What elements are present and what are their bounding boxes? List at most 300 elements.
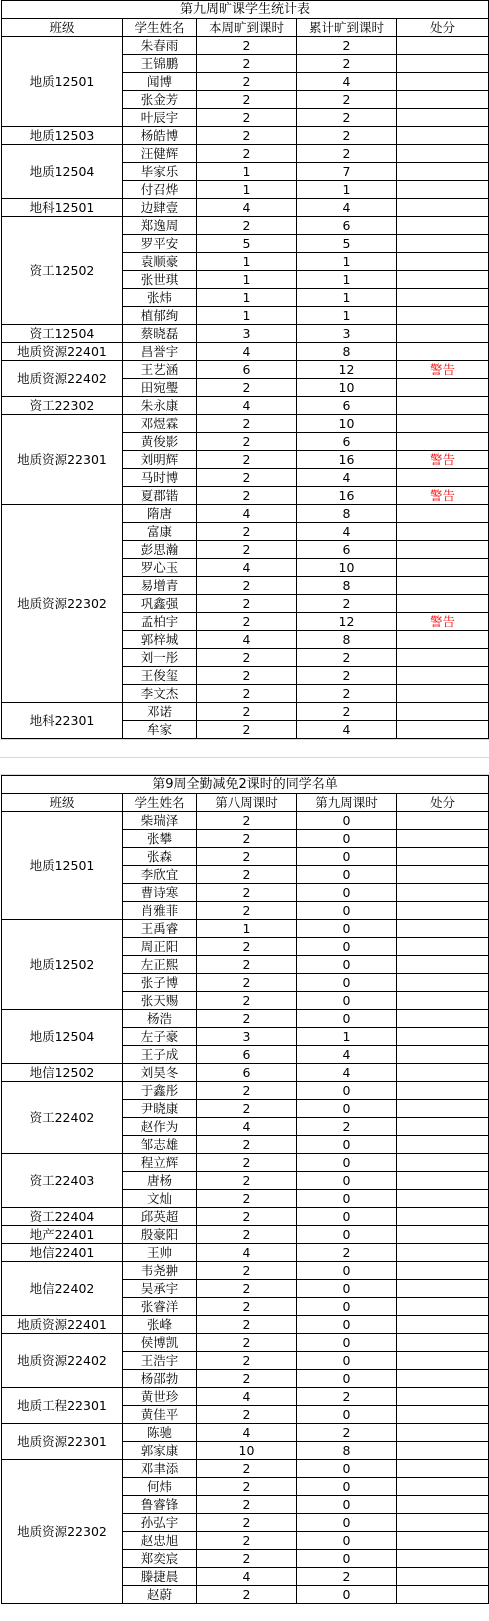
student-name-cell: 张峰 (123, 1316, 197, 1334)
penalty-cell (397, 848, 489, 866)
penalty-cell (397, 433, 489, 451)
student-name-cell: 邓聿添 (123, 1460, 197, 1478)
hours-cell: 1 (297, 253, 397, 271)
penalty-cell: 警告 (397, 361, 489, 379)
hours-cell: 10 (297, 379, 397, 397)
penalty-cell (397, 1118, 489, 1136)
hours-cell: 2 (197, 55, 297, 73)
class-cell: 资工22302 (2, 397, 123, 415)
hours-cell: 2 (297, 649, 397, 667)
student-name-cell: 陈驰 (123, 1424, 197, 1442)
table-row (2, 1082, 489, 1100)
hours-cell: 0 (297, 1100, 397, 1118)
hours-cell: 1 (197, 920, 297, 938)
hours-cell: 1 (197, 307, 297, 325)
penalty-cell (397, 1100, 489, 1118)
student-name-cell: 王锦鹏 (123, 55, 197, 73)
table-row (2, 1244, 489, 1262)
student-name-cell: 植郁绚 (123, 307, 197, 325)
student-name-cell: 杨邵勃 (123, 1370, 197, 1388)
student-name-cell: 赵作为 (123, 1118, 197, 1136)
table-row (2, 37, 489, 55)
hours-cell: 2 (197, 812, 297, 830)
hours-cell: 2 (197, 1460, 297, 1478)
penalty-cell (397, 541, 489, 559)
penalty-cell (397, 289, 489, 307)
hours-cell: 1 (297, 271, 397, 289)
absence-table (1, 0, 489, 739)
penalty-cell (397, 685, 489, 703)
penalty-cell (397, 1388, 489, 1406)
hours-cell: 4 (297, 523, 397, 541)
hours-cell: 1 (297, 289, 397, 307)
class-cell: 资工22402 (2, 1082, 123, 1154)
hours-cell: 2 (197, 884, 297, 902)
exemption-table-title: 第9周全勤减免2课时的同学名单 (2, 776, 489, 794)
hours-cell: 2 (197, 1208, 297, 1226)
student-name-cell: 田宛璺 (123, 379, 197, 397)
table-row (2, 199, 489, 217)
student-name-cell: 韦尧翀 (123, 1262, 197, 1280)
student-name-cell: 周正阳 (123, 938, 197, 956)
class-cell: 地信22402 (2, 1262, 123, 1316)
penalty-cell (397, 884, 489, 902)
hours-cell: 4 (197, 343, 297, 361)
student-name-cell: 巩鑫强 (123, 595, 197, 613)
student-name-cell: 毕家乐 (123, 163, 197, 181)
hours-cell: 3 (297, 325, 397, 343)
hours-cell: 0 (297, 812, 397, 830)
student-name-cell: 黄佳平 (123, 1406, 197, 1424)
hours-cell: 0 (297, 1136, 397, 1154)
penalty-cell (397, 217, 489, 235)
student-name-cell: 邓煜霖 (123, 415, 197, 433)
student-name-cell: 张森 (123, 848, 197, 866)
student-name-cell: 黄世珍 (123, 1388, 197, 1406)
penalty-cell (397, 1352, 489, 1370)
penalty-cell (397, 1514, 489, 1532)
hours-cell: 4 (197, 505, 297, 523)
table-row (2, 1154, 489, 1172)
hours-cell: 2 (197, 1262, 297, 1280)
hours-cell: 2 (197, 830, 297, 848)
hours-cell: 4 (197, 1424, 297, 1442)
penalty-cell (397, 667, 489, 685)
student-name-cell: 边肆壹 (123, 199, 197, 217)
hours-cell: 1 (197, 253, 297, 271)
hours-cell: 0 (297, 1316, 397, 1334)
hours-cell: 4 (197, 199, 297, 217)
penalty-cell (397, 1424, 489, 1442)
spacer-rows (0, 739, 489, 775)
table-row (2, 1388, 489, 1406)
hours-cell: 2 (197, 848, 297, 866)
penalty-cell (397, 343, 489, 361)
hours-cell: 4 (297, 1064, 397, 1082)
class-cell: 地质资源22302 (2, 505, 123, 703)
hours-cell: 2 (197, 667, 297, 685)
student-name-cell: 尹晓康 (123, 1100, 197, 1118)
penalty-cell (397, 866, 489, 884)
penalty-cell (397, 721, 489, 739)
hours-cell: 4 (297, 1046, 397, 1064)
hours-cell: 2 (197, 541, 297, 559)
student-name-cell: 张炜 (123, 289, 197, 307)
class-cell: 地质资源22301 (2, 415, 123, 505)
penalty-cell: 警告 (397, 613, 489, 631)
hours-cell: 0 (297, 848, 397, 866)
hours-cell: 6 (197, 1046, 297, 1064)
penalty-cell (397, 649, 489, 667)
hours-cell: 1 (197, 271, 297, 289)
hours-cell: 2 (197, 1136, 297, 1154)
table-row (2, 1460, 489, 1478)
penalty-cell (397, 1550, 489, 1568)
hours-cell: 0 (297, 938, 397, 956)
penalty-cell: 警告 (397, 487, 489, 505)
hours-cell: 0 (297, 1010, 397, 1028)
hours-cell: 2 (297, 91, 397, 109)
penalty-cell (397, 1226, 489, 1244)
hours-cell: 2 (197, 1154, 297, 1172)
hours-cell: 6 (197, 1064, 297, 1082)
class-cell: 资工22404 (2, 1208, 123, 1226)
penalty-cell (397, 505, 489, 523)
hours-cell: 2 (297, 127, 397, 145)
hours-cell: 2 (197, 1316, 297, 1334)
hours-cell: 2 (297, 667, 397, 685)
hours-cell: 8 (297, 505, 397, 523)
hours-cell: 1 (197, 289, 297, 307)
hours-cell: 2 (297, 1244, 397, 1262)
class-cell: 地质12502 (2, 920, 123, 1010)
penalty-cell (397, 938, 489, 956)
student-name-cell: 张金芳 (123, 91, 197, 109)
attendance-exemption-table (1, 775, 489, 1604)
student-name-cell: 于鑫彤 (123, 1082, 197, 1100)
hours-cell: 2 (297, 685, 397, 703)
hours-cell: 2 (197, 1172, 297, 1190)
student-name-cell: 马时博 (123, 469, 197, 487)
penalty-cell (397, 307, 489, 325)
class-cell: 资工12502 (2, 217, 123, 325)
class-cell: 地质工程22301 (2, 1388, 123, 1424)
student-name-cell: 袁顺豪 (123, 253, 197, 271)
penalty-cell (397, 199, 489, 217)
hours-cell: 0 (297, 1262, 397, 1280)
student-name-cell: 李文杰 (123, 685, 197, 703)
hours-cell: 4 (197, 559, 297, 577)
absence-table-header-cell: 累计旷到课时 (297, 19, 397, 37)
hours-cell: 2 (197, 73, 297, 91)
hours-cell: 2 (197, 415, 297, 433)
student-name-cell: 殷豪阳 (123, 1226, 197, 1244)
hours-cell: 8 (297, 1442, 397, 1460)
student-name-cell: 隋唐 (123, 505, 197, 523)
student-name-cell: 闻博 (123, 73, 197, 91)
student-name-cell: 汪健辉 (123, 145, 197, 163)
exemption-table-header-cell: 学生姓名 (123, 794, 197, 812)
student-name-cell: 黄俊影 (123, 433, 197, 451)
class-cell: 地质资源22401 (2, 1316, 123, 1334)
hours-cell: 0 (297, 1586, 397, 1604)
penalty-cell (397, 1082, 489, 1100)
penalty-cell (397, 1316, 489, 1334)
hours-cell: 0 (297, 1334, 397, 1352)
hours-cell: 2 (197, 127, 297, 145)
hours-cell: 10 (297, 415, 397, 433)
hours-cell: 8 (297, 343, 397, 361)
penalty-cell (397, 1568, 489, 1586)
student-name-cell: 昌誉宇 (123, 343, 197, 361)
hours-cell: 0 (297, 1280, 397, 1298)
hours-cell: 2 (197, 1298, 297, 1316)
hours-cell: 4 (197, 1388, 297, 1406)
penalty-cell (397, 631, 489, 649)
hours-cell: 0 (297, 1460, 397, 1478)
student-name-cell: 滕捷晨 (123, 1568, 197, 1586)
student-name-cell: 叶辰宇 (123, 109, 197, 127)
hours-cell: 0 (297, 1082, 397, 1100)
hours-cell: 2 (197, 451, 297, 469)
penalty-cell (397, 145, 489, 163)
student-name-cell: 刘一彤 (123, 649, 197, 667)
penalty-cell (397, 992, 489, 1010)
hours-cell: 16 (297, 451, 397, 469)
hours-cell: 1 (197, 181, 297, 199)
hours-cell: 2 (197, 109, 297, 127)
class-cell: 地质12504 (2, 1010, 123, 1064)
class-cell: 地质资源22301 (2, 1424, 123, 1460)
student-name-cell: 曹诗寒 (123, 884, 197, 902)
hours-cell: 0 (297, 1406, 397, 1424)
penalty-cell (397, 1064, 489, 1082)
hours-cell: 0 (297, 1370, 397, 1388)
penalty-cell (397, 577, 489, 595)
hours-cell: 2 (297, 1568, 397, 1586)
hours-cell: 0 (297, 956, 397, 974)
student-name-cell: 李欣宜 (123, 866, 197, 884)
student-name-cell: 邱英超 (123, 1208, 197, 1226)
penalty-cell (397, 55, 489, 73)
hours-cell: 0 (297, 1298, 397, 1316)
penalty-cell (397, 1028, 489, 1046)
student-name-cell: 王俊玺 (123, 667, 197, 685)
hours-cell: 1 (297, 181, 397, 199)
hours-cell: 1 (197, 163, 297, 181)
student-name-cell: 邹志雄 (123, 1136, 197, 1154)
penalty-cell (397, 253, 489, 271)
penalty-cell (397, 559, 489, 577)
student-name-cell: 夏郡锴 (123, 487, 197, 505)
hours-cell: 2 (197, 577, 297, 595)
table-row (2, 325, 489, 343)
penalty-cell (397, 902, 489, 920)
hours-cell: 4 (297, 721, 397, 739)
penalty-cell (397, 127, 489, 145)
student-name-cell: 侯博凯 (123, 1334, 197, 1352)
penalty-cell (397, 703, 489, 721)
hours-cell: 6 (297, 397, 397, 415)
penalty-cell (397, 595, 489, 613)
student-name-cell: 郭家康 (123, 1442, 197, 1460)
hours-cell: 12 (297, 613, 397, 631)
penalty-cell (397, 1244, 489, 1262)
student-name-cell: 王艺涵 (123, 361, 197, 379)
exemption-table-header-cell: 班级 (2, 794, 123, 812)
hours-cell: 2 (297, 109, 397, 127)
hours-cell: 6 (297, 433, 397, 451)
hours-cell: 4 (297, 73, 397, 91)
penalty-cell (397, 1046, 489, 1064)
penalty-cell (397, 1154, 489, 1172)
hours-cell: 2 (197, 685, 297, 703)
table-row (2, 217, 489, 235)
student-name-cell: 孟柏宇 (123, 613, 197, 631)
penalty-cell (397, 469, 489, 487)
class-cell: 地质12503 (2, 127, 123, 145)
hours-cell: 2 (197, 703, 297, 721)
student-name-cell: 赵忠旭 (123, 1532, 197, 1550)
student-name-cell: 牟家 (123, 721, 197, 739)
hours-cell: 2 (197, 37, 297, 55)
hours-cell: 2 (197, 1370, 297, 1388)
student-name-cell: 邓诺 (123, 703, 197, 721)
hours-cell: 2 (297, 703, 397, 721)
hours-cell: 4 (197, 397, 297, 415)
student-name-cell: 张攀 (123, 830, 197, 848)
penalty-cell (397, 325, 489, 343)
hours-cell: 16 (297, 487, 397, 505)
hours-cell: 2 (197, 1226, 297, 1244)
hours-cell: 2 (197, 487, 297, 505)
hours-cell: 4 (297, 199, 397, 217)
table-row (2, 361, 489, 379)
hours-cell: 4 (197, 1118, 297, 1136)
student-name-cell: 蔡晓磊 (123, 325, 197, 343)
hours-cell: 0 (297, 1532, 397, 1550)
hours-cell: 2 (197, 1406, 297, 1424)
penalty-cell (397, 1478, 489, 1496)
student-name-cell: 王帅 (123, 1244, 197, 1262)
penalty-cell (397, 379, 489, 397)
hours-cell: 2 (297, 1424, 397, 1442)
table-row (2, 1226, 489, 1244)
hours-cell: 6 (197, 361, 297, 379)
student-name-cell: 王禹睿 (123, 920, 197, 938)
penalty-cell (397, 1208, 489, 1226)
student-name-cell: 罗心玉 (123, 559, 197, 577)
student-name-cell: 唐杨 (123, 1172, 197, 1190)
student-name-cell: 彭思瀚 (123, 541, 197, 559)
hours-cell: 6 (297, 217, 397, 235)
hours-cell: 2 (197, 91, 297, 109)
hours-cell: 2 (197, 1334, 297, 1352)
student-name-cell: 左正熙 (123, 956, 197, 974)
hours-cell: 2 (197, 992, 297, 1010)
hours-cell: 0 (297, 974, 397, 992)
absence-table-header-cell: 班级 (2, 19, 123, 37)
hours-cell: 2 (197, 613, 297, 631)
hours-cell: 2 (197, 956, 297, 974)
hours-cell: 0 (297, 902, 397, 920)
hours-cell: 1 (297, 1028, 397, 1046)
penalty-cell (397, 397, 489, 415)
student-name-cell: 郭梓城 (123, 631, 197, 649)
exemption-table-header-cell: 处分 (397, 794, 489, 812)
penalty-cell (397, 1190, 489, 1208)
hours-cell: 2 (197, 1514, 297, 1532)
penalty-cell (397, 1262, 489, 1280)
table-row (2, 127, 489, 145)
penalty-cell (397, 163, 489, 181)
hours-cell: 2 (297, 37, 397, 55)
absence-table-header-cell: 处分 (397, 19, 489, 37)
hours-cell: 2 (197, 649, 297, 667)
hours-cell: 2 (197, 938, 297, 956)
hours-cell: 2 (197, 974, 297, 992)
student-name-cell: 杨皓博 (123, 127, 197, 145)
hours-cell: 0 (297, 1226, 397, 1244)
student-name-cell: 孙弘宇 (123, 1514, 197, 1532)
hours-cell: 2 (197, 523, 297, 541)
penalty-cell (397, 1406, 489, 1424)
hours-cell: 0 (297, 1154, 397, 1172)
class-cell: 资工12504 (2, 325, 123, 343)
hours-cell: 0 (297, 884, 397, 902)
hours-cell: 2 (197, 721, 297, 739)
penalty-cell (397, 1460, 489, 1478)
class-cell: 地科22301 (2, 703, 123, 739)
hours-cell: 12 (297, 361, 397, 379)
student-name-cell: 肖雅菲 (123, 902, 197, 920)
class-cell: 地质资源22401 (2, 343, 123, 361)
student-name-cell: 易增青 (123, 577, 197, 595)
hours-cell: 2 (197, 1190, 297, 1208)
penalty-cell (397, 1586, 489, 1604)
hours-cell: 0 (297, 1550, 397, 1568)
student-name-cell: 杨浩 (123, 1010, 197, 1028)
hours-cell: 2 (197, 145, 297, 163)
hours-cell: 2 (297, 1118, 397, 1136)
penalty-cell (397, 812, 489, 830)
penalty-cell (397, 1334, 489, 1352)
student-name-cell: 鲁睿锋 (123, 1496, 197, 1514)
student-name-cell: 程立辉 (123, 1154, 197, 1172)
student-name-cell: 左子豪 (123, 1028, 197, 1046)
table-row (2, 343, 489, 361)
hours-cell: 4 (197, 631, 297, 649)
hours-cell: 3 (197, 325, 297, 343)
class-cell: 地质12501 (2, 37, 123, 127)
hours-cell: 5 (197, 235, 297, 253)
hours-cell: 2 (297, 1388, 397, 1406)
class-cell: 地信12502 (2, 1064, 123, 1082)
penalty-cell (397, 1136, 489, 1154)
hours-cell: 2 (197, 1010, 297, 1028)
table-row (2, 1010, 489, 1028)
hours-cell: 2 (297, 145, 397, 163)
table-row (2, 920, 489, 938)
class-cell: 地质12504 (2, 145, 123, 199)
penalty-cell (397, 1010, 489, 1028)
penalty-cell (397, 271, 489, 289)
student-name-cell: 柴瑞泽 (123, 812, 197, 830)
student-name-cell: 文灿 (123, 1190, 197, 1208)
student-name-cell: 张子博 (123, 974, 197, 992)
student-name-cell: 付召烨 (123, 181, 197, 199)
hours-cell: 2 (197, 433, 297, 451)
